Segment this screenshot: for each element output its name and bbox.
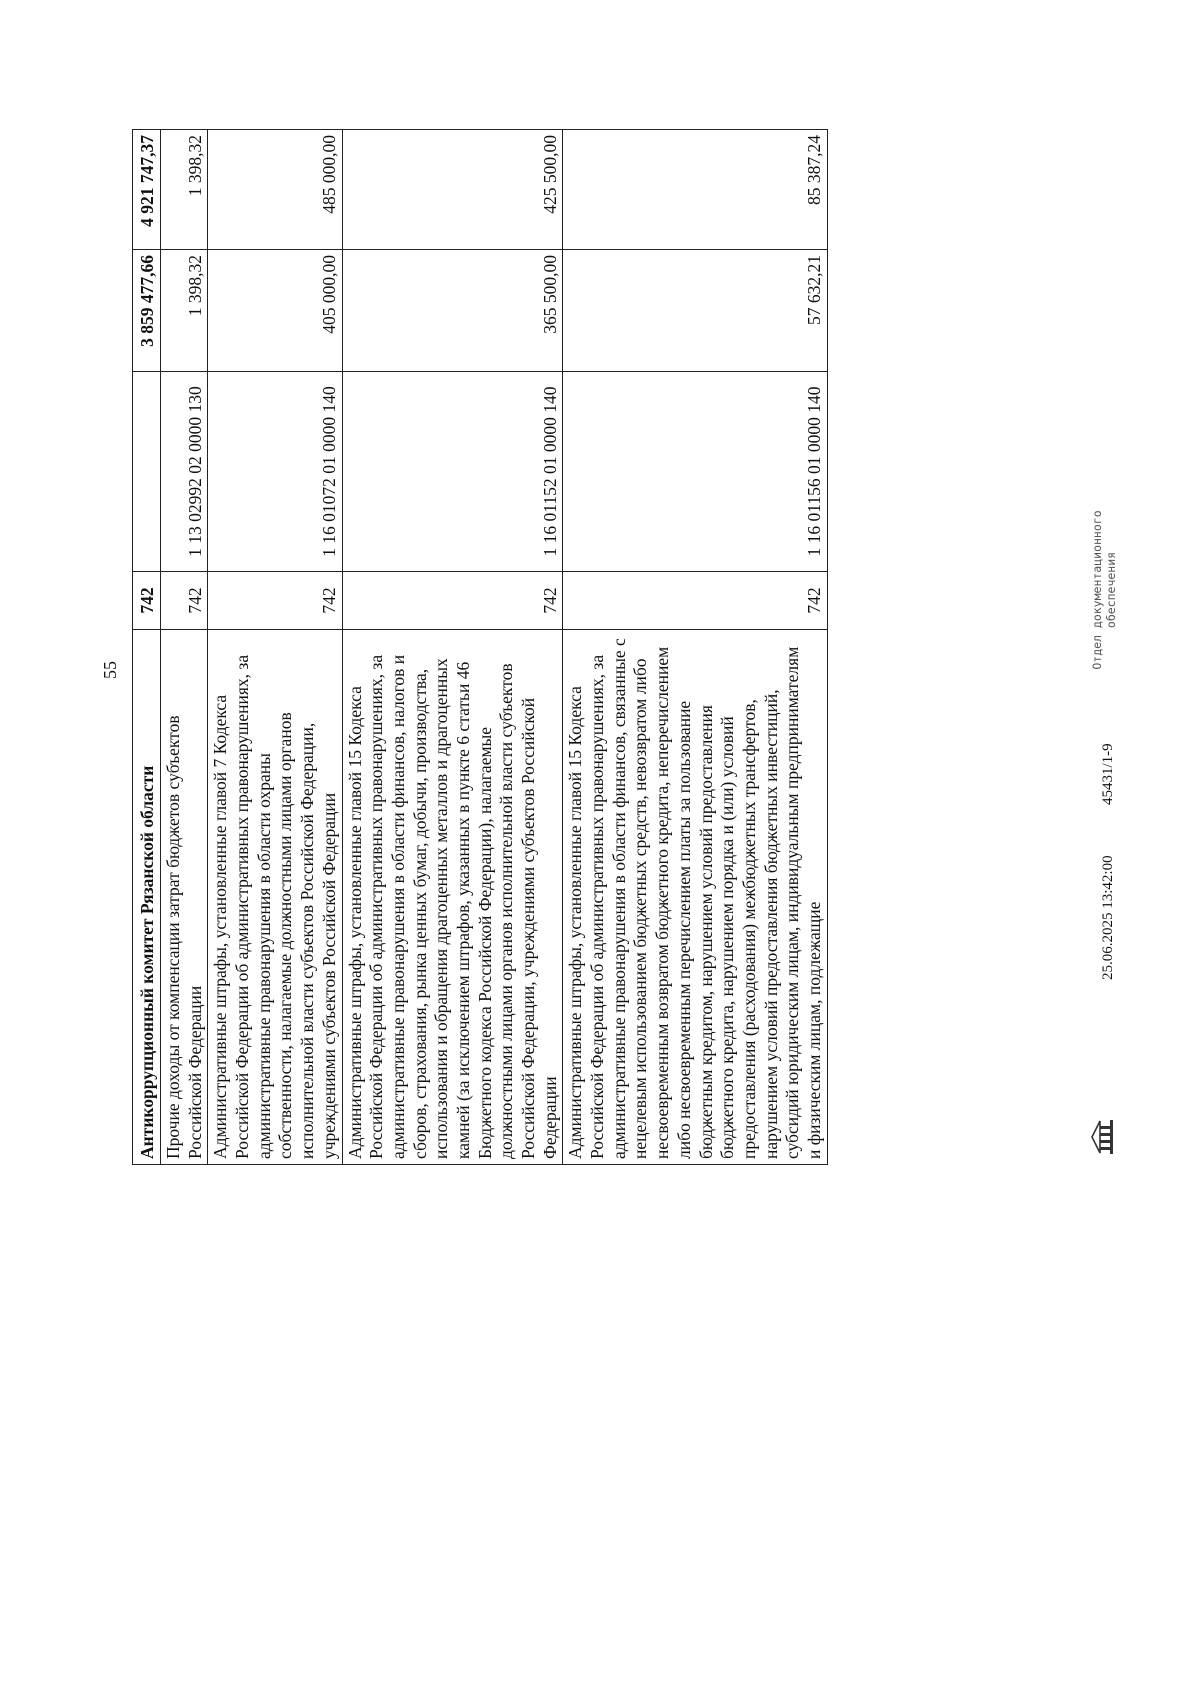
header-name-cell: Антикоррупционный комитет Рязанской области xyxy=(133,630,161,1165)
row-budget-code-cell: 1 16 01072 01 0000 140 xyxy=(208,372,342,572)
stamp-line-1: Отдел документационного xyxy=(1090,510,1104,670)
row-value-2-cell: 1 398,32 xyxy=(161,130,208,250)
row-admin-code-cell: 742 xyxy=(563,572,827,630)
row-value-1-cell: 405 000,00 xyxy=(208,250,342,372)
header-admin-code-cell: 742 xyxy=(133,572,161,630)
row-value-2-cell: 485 000,00 xyxy=(208,130,342,250)
row-value-1-cell: 57 632,21 xyxy=(563,250,827,372)
logo-icon xyxy=(1090,1116,1116,1158)
department-stamp xyxy=(1090,485,1119,695)
stamp-line-2: обеспечения xyxy=(1104,551,1119,629)
page-number: 55 xyxy=(100,661,120,679)
row-name-cell: Административные штрафы, установленные главой 15 Кодекса Российской Федерации об административных правонарушениях, за административные правонарушения в области финансов, налогов и сборов, страхования, рынка ценных бумаг, добычи, производства, использования и обращения драгоценных металлов и драгоценных камней (за исключением штрафов, указанных в пункте 6 статьи 46 Бюджетного кодекса Российской Федерации), налагаемые должностными лицами органов исполнительной власти субъектов Российской Федерации, учреждениями субъектов Российской Федерации xyxy=(342,630,563,1165)
footer-datetime: 25.06.2025 13:42:00 xyxy=(1100,855,1116,980)
row-name-cell: Административные штрафы, установленные главой 7 Кодекса Российской Федерации об административных правонарушениях, за административные правонарушения в области охраны собственности, налагаемые должностными лицами органов исполнительной власти субъектов Российской Федерации, учреждениями субъектов Российской Федерации xyxy=(208,630,342,1165)
rotated-sheet xyxy=(90,100,1119,1240)
table-row xyxy=(208,130,342,1165)
row-budget-code-cell: 1 16 01156 01 0000 140 xyxy=(563,372,827,572)
row-name-cell: Административные штрафы, установленные главой 15 Кодекса Российской Федерации об административных правонарушениях, за административные правонарушения в области финансов, связанные с нецелевым использованием бюджетных средств, невозвратом либо несвоевременным возвратом бюджетного кредита, неперечислением либо несвоевременным перечислением платы за пользование бюджетным кредитом, нарушением условий предоставления бюджетного кредита, нарушением порядка и (или) условий предоставления (расходования) межбюджетных трансфертов, нарушением условий предоставления бюджетных инвестиций, субсидий юридическим лицам, индивидуальным предпринимателям и физическим лицам, подлежащие xyxy=(563,630,827,1165)
row-name-cell: Прочие доходы от компенсации затрат бюджетов субъектов Российской Федерации xyxy=(161,630,208,1165)
row-value-1-cell: 365 500,00 xyxy=(342,250,563,372)
table-row xyxy=(563,130,827,1165)
table-row xyxy=(342,130,563,1165)
row-budget-code-cell: 1 13 02992 02 0000 130 xyxy=(161,372,208,572)
row-value-1-cell: 1 398,32 xyxy=(161,250,208,372)
budget-revenue-table xyxy=(132,129,828,1165)
table-header-row xyxy=(133,130,161,1165)
row-value-2-cell: 425 500,00 xyxy=(342,130,563,250)
header-budget-code-cell xyxy=(133,372,161,572)
table-row xyxy=(161,130,208,1165)
row-admin-code-cell: 742 xyxy=(161,572,208,630)
row-admin-code-cell: 742 xyxy=(342,572,563,630)
footer-document-number: 45431/1-9 xyxy=(1100,743,1116,805)
header-value-1-cell: 3 859 477,66 xyxy=(133,250,161,372)
header-value-2-cell: 4 921 747,37 xyxy=(133,130,161,250)
row-value-2-cell: 85 387,24 xyxy=(563,130,827,250)
row-admin-code-cell: 742 xyxy=(208,572,342,630)
row-budget-code-cell: 1 16 01152 01 0000 140 xyxy=(342,372,563,572)
